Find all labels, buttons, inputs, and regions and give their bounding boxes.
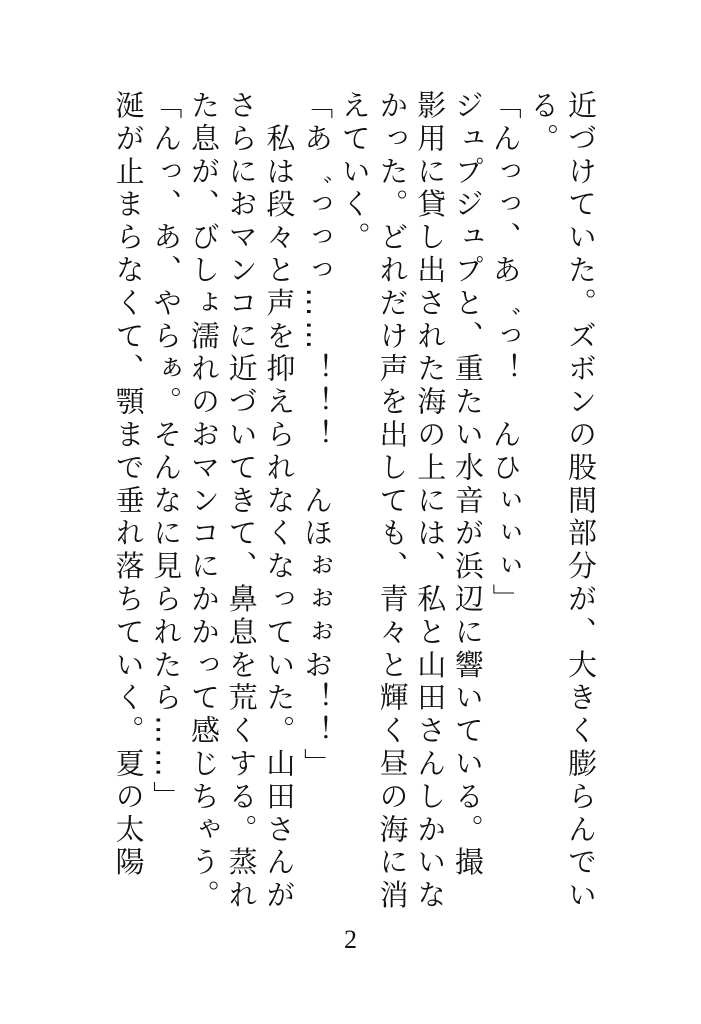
page-number: 2 <box>344 925 357 954</box>
text-line: 涎が止まらなくて、顎まで垂れ落ちていく。夏の太陽 <box>111 90 146 880</box>
text-line: る。 <box>526 90 561 156</box>
text-line: 「んっっ、あ゛っ！ んひぃぃぃ」 <box>488 90 523 617</box>
text-line: えていく。 <box>337 90 372 255</box>
text-line: 近づけていた。ズボンの股間部分が、大きく膨らんでい <box>564 90 598 913</box>
text-line: 「あ゛っっっ……！！！ んほぉぉぉお！！」 <box>300 90 335 781</box>
text-line: 「んっ、あ、やらぁ。そんなに見られたら……」 <box>149 90 184 814</box>
text-line: 影用に貸し出された海の上には、私と山田さんしかいな <box>413 90 448 913</box>
text-line: ジュプジュプと、重たい水音が浜辺に響いている。撮 <box>450 90 485 880</box>
text-line: た息が、びしょ濡れのおマンコにかかって感じちゃう。 <box>186 90 221 913</box>
text-line: さらにおマンコに近づいてきて、鼻息を荒くする。蒸れ <box>224 90 259 913</box>
text-line: 私は段々と声を抑えられなくなっていた。山田さんが <box>262 90 297 913</box>
body-text <box>109 90 599 913</box>
text-line: かった。どれだけ声を出しても、青々と輝く昼の海に消 <box>375 90 410 913</box>
